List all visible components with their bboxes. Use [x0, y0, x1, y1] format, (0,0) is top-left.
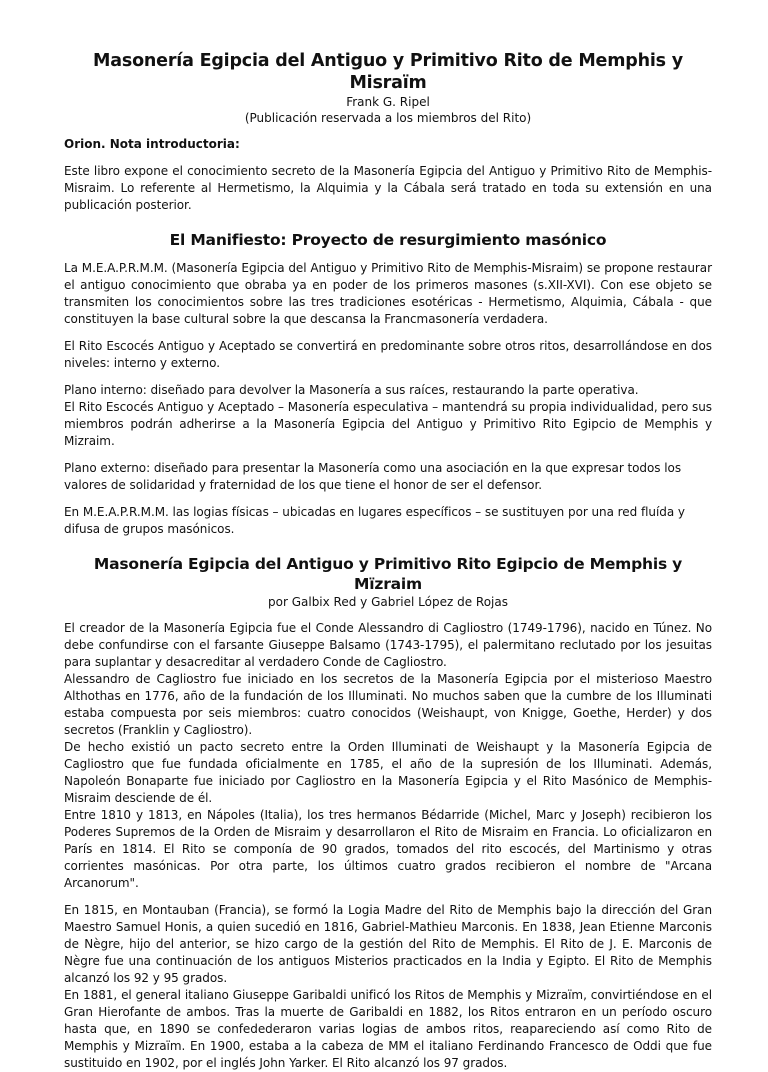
author-name: Frank G. Ripel — [346, 95, 430, 109]
history-paragraph-2: Alessandro de Cagliostro fue iniciado en los secretos de la Masonería Egipcia por el misterioso Maestro Althothas en 1776, año de la fundación de los Illuminati. No muchos saben que la cumbre de los Illuminati estaba compuesta por seis miembros: cuatro conocidos (Weishaupt, von Knigge, Goethe, Herder) y dos secretos (Franklin y Cagliostro). — [64, 672, 712, 737]
intro-paragraph: Este libro expone el conocimiento secreto de la Masonería Egipcia del Antiguo y Primitivo Rito de Memphis-Misraim. Lo referente al Hermetismo, la Alquimia y la Cábala será tratado en toda su extensión en una publicación posterior. — [64, 164, 712, 212]
history-paragraph-6: En 1881, el general italiano Giuseppe Garibaldi unificó los Ritos de Memphis y Mizraïm, convirtiéndose en el Gran Hierofante de ambos. Tras la muerte de Garibaldi en 1882, los Ritos entraron en un período oscuro hasta que, en 1890 se confedederaron varias logias de ambos ritos, reapareciendo así como Rito de Memphis y Mizraïm. En 1900, estaba a la cabeza de MM el italiano Ferdinando Francesco de Oddi que fue sustituido en 1902, por el inglés John Yarker. El Rito alcanzó los 97 grados. — [64, 988, 712, 1070]
history-paragraph-1: El creador de la Masonería Egipcia fue el Conde Alessandro di Cagliostro (1749-1796), nacido en Túnez. No debe confundirse con el farsante Giuseppe Balsamo (1743-1795), el palermitano reclutado por los jesuitas para suplantar y desacreditar al verdadero Conde de Cagliostro. — [64, 621, 712, 669]
manifesto-paragraph-5: En M.E.A.P.R.M.M. las logias físicas – ubicadas en lugares específicos – se sustituyen por una red fluída y difusa de grupos masónicos. — [64, 505, 685, 536]
history-paragraph-5: En 1815, en Montauban (Francia), se formó la Logia Madre del Rito de Memphis bajo la dirección del Gran Maestro Samuel Honis, a quien sucedió en 1816, Gabriel-Mathieu Marconis. En 1838, Jean Etienne Marconis de Nègre, hijo del anterior, se hizo cargo de la gestión del Rito de Memphis. El Rito de J. E. Marconis de Nègre fue una continuación de los antiguos Misterios practicados en la India y Egipto. El Rito de Memphis alcanzó los 92 y 95 grados. — [64, 903, 712, 985]
history-paragraph-4: Entre 1810 y 1813, en Nápoles (Italia), los tres hermanos Bédarride (Michel, Marc y Joseph) recibieron los Poderes Supremos de la Orden de Misraim y desarrollaron el Rito de Misraim en Francia. Lo oficializaron en París en 1814. El Rito se componía de 90 grados, tomados del rito escocés, del Martinismo y otras corrientes masónicas. Por otra parte, los últimos cuatro grados recibieron el nombre de "Arcana Arcanorum". — [64, 808, 712, 890]
manifesto-paragraph-3a: Plano interno: diseñado para devolver la Masonería a sus raíces, restaurando la parte operativa. — [64, 383, 639, 397]
manifesto-paragraph-1: La M.E.A.P.R.M.M. (Masonería Egipcia del Antiguo y Primitivo Rito de Memphis-Misraim) se propone restaurar el antiguo conocimiento que obraba ya en poder de los primeros masones (s.XII-XVI). Con ese objeto se transmiten los conocimientos sobre las tres tradiciones esotéricas - Hermetismo, Alquimia, Cábala - que constituyen la base cultural sobre la que descansa la Francmasonería verdadera. — [64, 261, 712, 326]
reserved-note: (Publicación reservada a los miembros del Rito) — [244, 111, 532, 125]
section-heading-manifesto: El Manifiesto: Proyecto de resurgimiento masónico — [169, 231, 607, 249]
section-heading-egyptian-masonry: Masonería Egipcia del Antiguo y Primitivo Rito Egipcio de Memphis y Mïzraim — [93, 555, 683, 593]
manifesto-paragraph-4: Plano externo: diseñado para presentar la Masonería como una asociación en la que expresar todos los valores de solidaridad y fraternidad de los que tiene el honor de ser el defensor. — [64, 461, 682, 492]
manifesto-paragraph-2: El Rito Escocés Antiguo y Aceptado se convertirá en predominante sobre otros ritos, desarrollándose en dos niveles: interno y externo. — [64, 339, 712, 370]
manifesto-paragraph-3b: El Rito Escocés Antiguo y Aceptado – Masonería especulativa – mantendrá su propia individualidad, pero sus miembros podrán adherirse a la Masonería Egipcia del Antiguo y Primitivo Rito Egipcio de Memphis y Mizraim. — [64, 400, 712, 448]
section-byline: por Galbix Red y Gabriel López de Rojas — [268, 595, 508, 609]
history-paragraph-3: De hecho existió un pacto secreto entre la Orden Illuminati de Weishaupt y la Masonería Egipcia de Cagliostro que fue fundada oficialmente en 1785, el año de la supresión de los Illuminati. Además, Napoleón Bonaparte fue iniciado por Cagliostro en la Masonería Egipcia y el Rito Masónico de Memphis-Misraim desciende de él. — [64, 740, 712, 805]
intro-label: Orion. Nota introductoria: — [64, 137, 240, 151]
document-title: Masonería Egipcia del Antiguo y Primitivo Rito de Memphis y Misraïm — [93, 51, 683, 93]
